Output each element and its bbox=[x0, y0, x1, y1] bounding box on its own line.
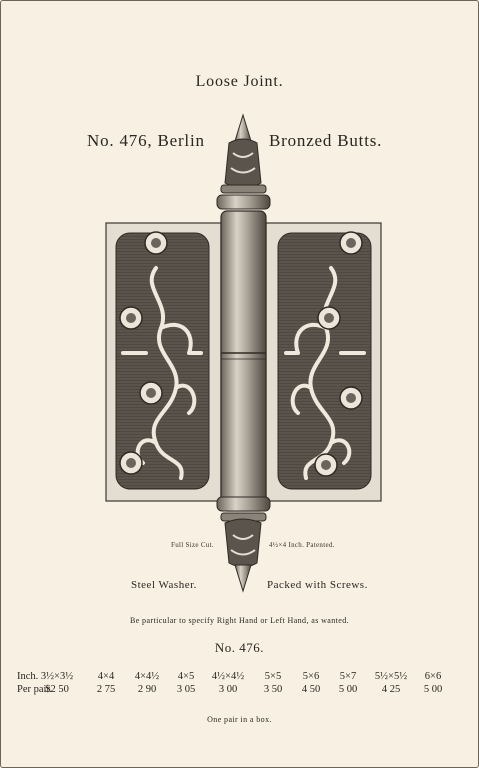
price-cell: 5 00 bbox=[423, 684, 443, 695]
price-cell: 3 50 bbox=[263, 684, 283, 695]
price-cell: 4 50 bbox=[301, 684, 321, 695]
size-cell: 6×6 bbox=[424, 671, 442, 682]
size-cell: 5½×5½ bbox=[374, 671, 408, 682]
size-cell: 4×4½ bbox=[134, 671, 160, 682]
price-cell: 3 05 bbox=[176, 684, 196, 695]
product-title: No. 476, Berlin bbox=[87, 131, 205, 150]
ornate-hinge-illustration bbox=[101, 113, 386, 595]
note-packed-screws: Packed with Screws. bbox=[267, 579, 368, 591]
size-cell: 4×4 bbox=[97, 671, 115, 682]
row-label-per-pair: Per pair. bbox=[17, 684, 52, 695]
table-number: No. 476. bbox=[214, 640, 265, 655]
size-cell: 5×6 bbox=[302, 671, 320, 682]
size-cell: 5×7 bbox=[339, 671, 357, 682]
price-cell: 2 75 bbox=[96, 684, 116, 695]
size-cell: 3½×3½ bbox=[40, 671, 74, 682]
size-cell: 5×5 bbox=[264, 671, 282, 682]
price-cell: 5 00 bbox=[338, 684, 358, 695]
price-cell: 3 00 bbox=[218, 684, 238, 695]
note-steel-washer: Steel Washer. bbox=[131, 579, 197, 591]
product-title-suffix: Bronzed Butts. bbox=[269, 131, 383, 150]
size-cell: 4½×4½ bbox=[211, 671, 245, 682]
price-cell: 2 90 bbox=[137, 684, 157, 695]
footer-note: One pair in a box. bbox=[207, 715, 272, 724]
size-cell: 4×5 bbox=[177, 671, 195, 682]
row-label-inch: Inch. bbox=[17, 671, 39, 682]
price-cell: 4 25 bbox=[381, 684, 401, 695]
caption-size-patented: 4½×4 Inch. Patented. bbox=[269, 541, 335, 549]
page-title: Loose Joint. bbox=[195, 73, 284, 90]
price-cell: $2 50 bbox=[45, 684, 69, 695]
caption-full-size: Full Size Cut. bbox=[171, 541, 214, 549]
hand-instruction: Be particular to specify Right Hand or Left Hand, as wanted. bbox=[129, 616, 350, 625]
